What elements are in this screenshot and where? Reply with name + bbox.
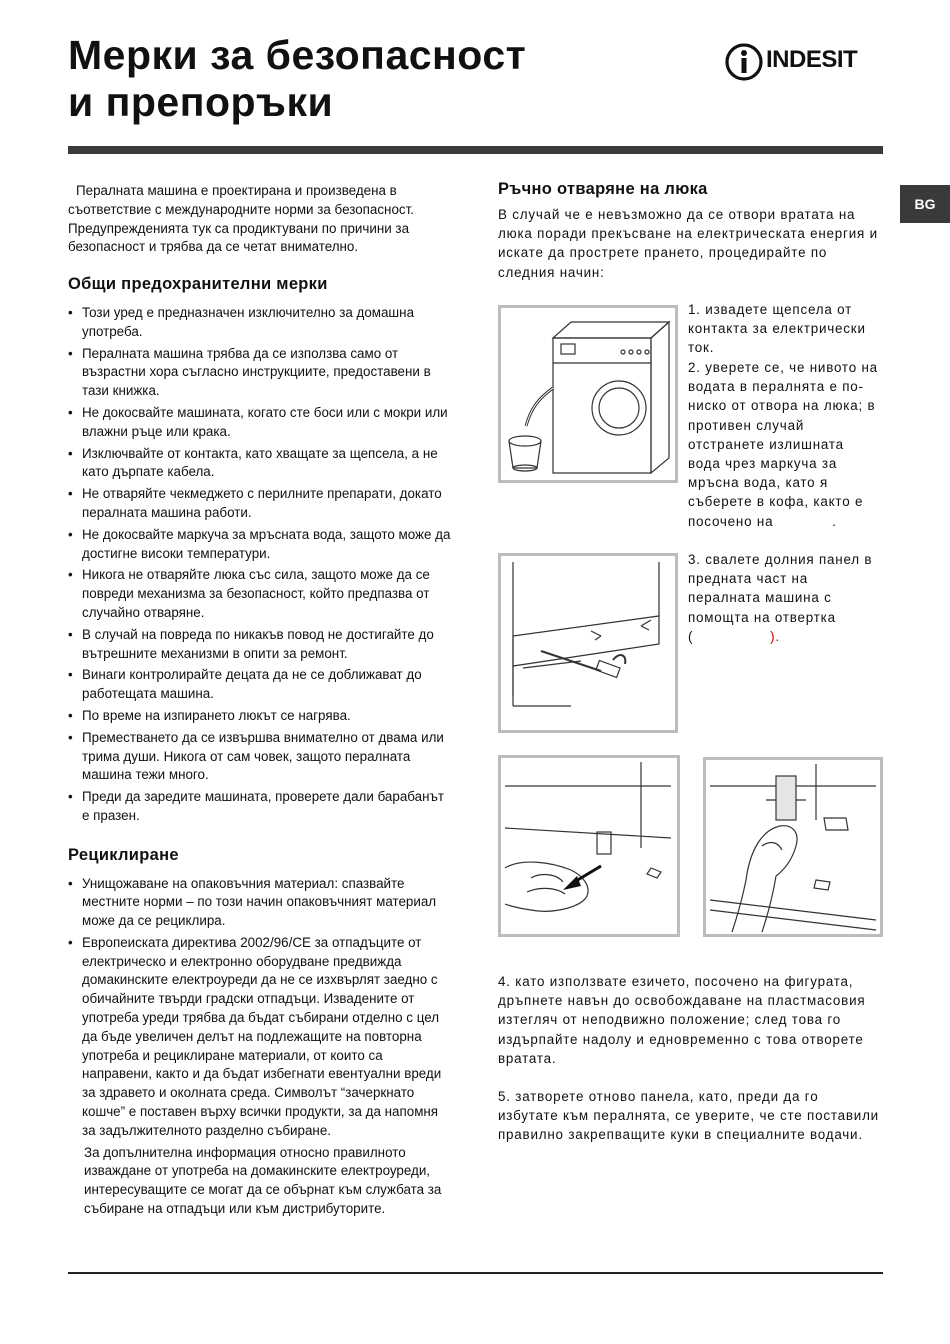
list-item: • Не докосвайте машината, когато сте боси или с мокри или влажни ръце или крака. [68,404,452,442]
list-item: • Пералната машина трябва да се използва само от възрастни хора съгласно инструкциите, предоставени в тази книжка. [68,345,452,401]
top-rule [68,146,883,154]
step-2-text [688,358,880,531]
manual-door-intro: В случай че е невъзможно да се отвори вратата на люка поради прекъсване на електрическата енергия и искате да прострете прането, процедирайте по следния начин: [498,207,878,280]
pull-tab-illustration [501,758,677,934]
manual-door-section [498,180,878,282]
language-badge: BG [900,185,950,223]
step-1-text: 1. извадете щепсела от контакта за електрически ток. [688,302,866,356]
list-item: • Винаги контролирайте децата да не се доближават до работещата машина. [68,666,452,704]
step-2-end: . [832,513,837,529]
list-item: • Изключвайте от контакта, като хващате за щепсела, а не като дърпате кабела. [68,445,452,483]
list-item: • Не докосвайте маркуча за мръсната вода, защото може да достигне високи температури. [68,526,452,564]
pull-tab-figure [498,755,680,937]
left-column [68,182,452,1219]
bottom-rule [68,1272,883,1274]
recycling-list [68,875,452,1141]
panel-screwdriver-illustration [501,556,675,730]
step-3-close-paren: ). [770,628,780,644]
brand-name: INDESIT [766,46,858,73]
indesit-logo [724,40,884,84]
step-3-body: 3. свалете долния панел в предната част на пералната машина с помощта на отвертка [688,552,873,625]
title-line-2: и препоръки [68,79,334,125]
washer-drain-figure [498,305,678,483]
pull-down-figure [703,757,883,937]
list-item: • Не отваряйте чекмеджето с перилните препарати, докато пералната машина работи. [68,485,452,523]
step-4-text: 4. като използвате езичето, посочено на фигурата, дръпнете навън до освобождаване на пластмасовия изтегляч от неподвижно положение; след това го издърпайте надолу и едновременно с това отворете вратата. [498,974,866,1066]
panel-screwdriver-figure [498,553,678,733]
step-2-body: 2. уверете се, че нивото на водата в пералнята е по-ниско от отвора на люка; в противен случай отстранете излишната вода чрез маркуча за мръсна вода, като я съберете в кофа, както е посочено на [688,360,878,529]
page-title [68,32,688,126]
title-line-1: Мерки за безопасност [68,32,527,78]
indesit-logo-icon [724,40,764,84]
intro-paragraph: Пералната машина е проектирана и произведена в съответствие с международните норми за безопасност. Предупрежденията тук са продиктувани по причини за безопасност и трябва да се четат внимателно. [68,183,414,255]
list-item: • Унищожаване на опаковъчния материал: спазвайте местните норми – по този начин опаковъчният материал може да се рециклира. [68,875,452,931]
list-item: • В случай на повреда по никакъв повод не достигайте до вътрешните механизми в опити за ремонт. [68,626,452,664]
list-item: • Преди да заредите машината, проверете дали барабанът е празен. [68,788,452,826]
general-measures-list [68,304,452,826]
washer-drain-illustration [501,308,675,480]
manual-door-heading: Ръчно отваряне на люка [498,180,708,198]
pull-down-illustration [706,760,880,934]
list-item: • Преместването да се извършва внимателно от двама или трима души. Никога от сам човек, защото пералната машина тежи много. [68,729,452,785]
list-item: • Европеиската директива 2002/96/CE за отпадъците от електрическо и електронно оборудване предвижда домакинските електроуреди да не се изхвърлят заедно с обичайните твърди градски отпадъци. Извадените от употреба уреди трябва да бъдат събирани отделно с цел да бъде увеличен делът на подлежащите на повторна употреба и рециклиране материали, от които са направени, както и да бъдат избегнати евентуални вреди за здравето и околната среда. Символът “зачеркнато кошче” е поставен върху всички продукти, за да напомня за задължителното разделно събиране. [68,934,452,1141]
recycling-extra-paragraph: За допълнителна информация относно правилното изваждане от употреба на домакинските електроуреди, интересуващите се могат да се обърнат към службата за събиране на отпадъци или към дистрибуторите. [84,1144,442,1217]
step-3-text [688,550,880,646]
list-item: • Този уред е предназначен изключително за домашна употреба. [68,304,452,342]
list-item: • По време на изпирането люкът се нагрява. [68,707,452,726]
step-3-open-paren: ( [688,628,694,644]
general-measures-heading: Общи предохранителни мерки [68,275,328,294]
step-5-text: 5. затворете отново панела, като, преди да го избутате към пералнята, се уверите, че сте поставили правилно закрепващите куки в специалните водачи. [498,1089,879,1143]
list-item: • Никога не отваряйте люка със сила, защото може да се повреди механизма за безопасност, който предпазва от случайно отваряне. [68,566,452,622]
recycling-heading: Рециклиране [68,845,179,864]
